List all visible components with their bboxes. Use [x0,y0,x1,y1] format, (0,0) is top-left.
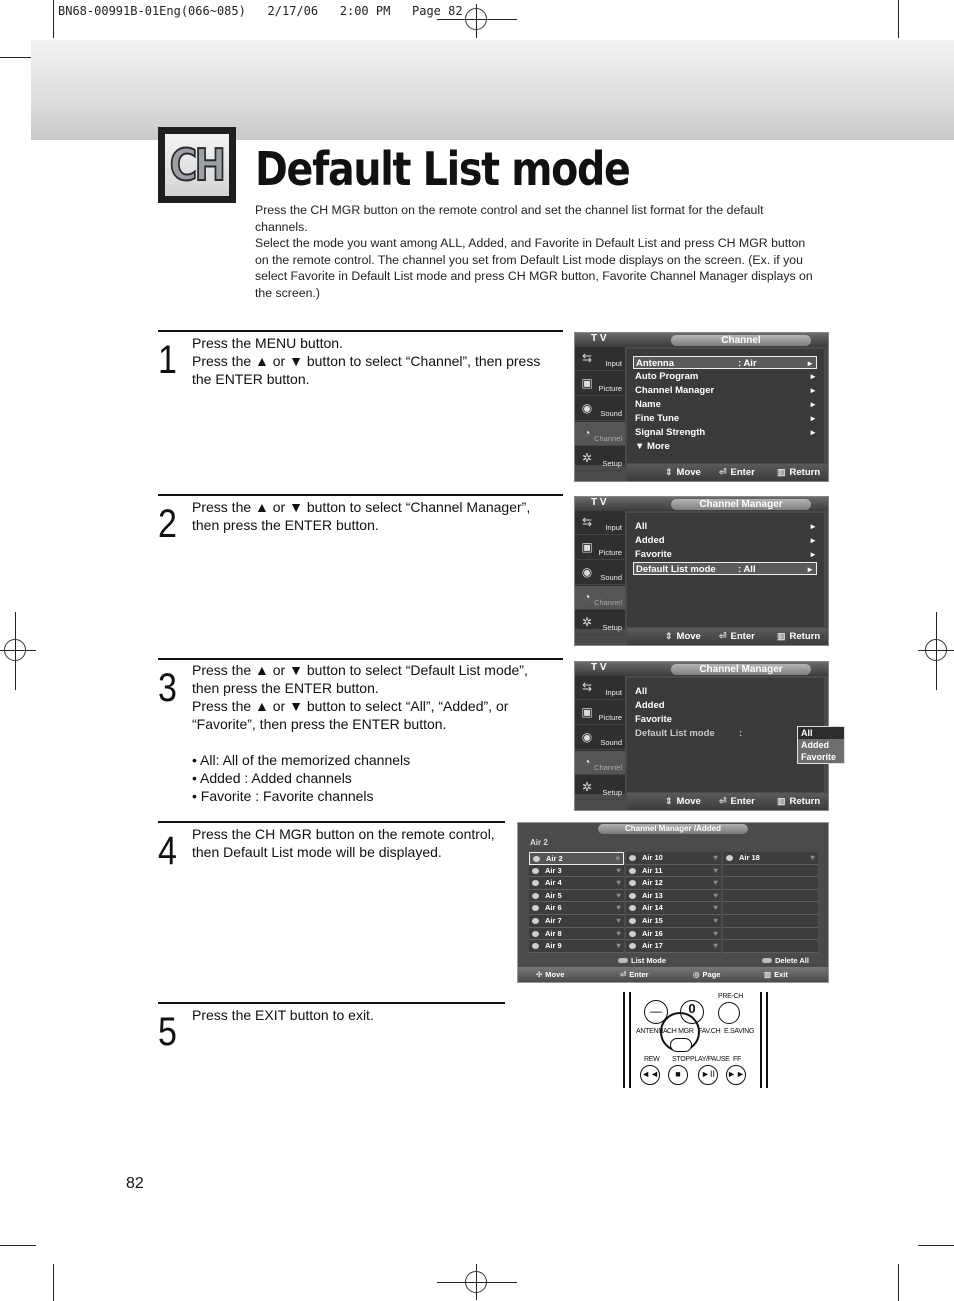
channel-dot-icon [726,855,733,861]
step-rule [158,821,505,823]
step-3 [158,658,563,818]
cm-footer: ✣ Move ⏎ Enter ◎ Page ▥ Exit [518,967,828,982]
channel-dot-icon [532,931,539,937]
channel-cell[interactable]: Air 14 ♥ [626,902,721,915]
step-rule [158,1002,505,1004]
move-arrows-icon: ⇕ [665,796,673,806]
page-title: Default List mode [255,142,630,196]
setup-gear-icon: ✲ [581,615,593,629]
osd-channel-menu [574,332,829,482]
channel-dot-icon [629,880,636,886]
osd-sidebar-sound[interactable]: ◉ Sound [575,397,625,421]
print-slug: BN68-00991B-01Eng(066~085) 2/17/06 2:00 PM Page 82 [58,4,463,18]
channel-dot-icon [532,943,539,949]
osd-menu-item-fine-tune[interactable]: Fine Tune ► [635,413,817,424]
return-icon: ▥ [777,796,786,806]
input-icon: ⇆ [581,680,593,694]
stop-label: STOP [672,1056,690,1063]
ch-badge [158,127,236,203]
play-pause-button-icon[interactable]: ►II [698,1065,718,1085]
ch-mgr-button[interactable] [670,1038,692,1052]
e-saving-label: E.SAVING [724,1028,755,1035]
channel-cell[interactable]: Air 12 ♥ [626,877,721,890]
crop-mark [53,0,54,38]
osd-menu-item-name[interactable]: Name ► [635,399,817,410]
osd-caption: Channel [671,335,811,346]
antenna-label: ANTENNA [636,1028,668,1035]
osd-sidebar [575,676,625,797]
intro-paragraph: Select the mode you want among ALL, Added, and Favorite in Default List and press CH MGR button on the remote control. The channel you set from Default List mode displays on the screen. (Ex. if you select Favorite in Default List mode and press CH MGR button, Favorite Channel Manager displays on the screen.) [255,236,813,300]
osd-sidebar-setup[interactable]: ✲ Setup [575,447,625,471]
play-pause-label: PLAY/PAUSE [690,1056,730,1063]
cm-current-channel: Air 2 [530,838,548,847]
rew-label: REW [644,1056,660,1063]
heart-icon: ♥ [616,941,621,951]
registration-mark-icon [465,8,487,30]
channel-manager-added-screen [517,822,829,983]
dash-button[interactable]: — [644,1000,668,1024]
step-text: Press the MENU button. Press the ▲ or ▼ button to select “Channel”, then press the ENTER button. [192,335,541,387]
ff-label: FF [733,1056,741,1063]
heart-icon: ♥ [616,865,621,875]
heart-icon: ♥ [616,890,621,900]
enter-icon: ⏎ [620,970,627,979]
osd-sidebar-picture[interactable]: ▣ Picture [575,372,625,396]
osd-menu-item-default-list-mode[interactable]: Default List mode : [635,728,743,739]
crop-mark [918,1245,954,1246]
channel-cell[interactable]: Air 16 ♥ [626,928,721,941]
registration-mark-icon [925,639,947,661]
step-number: 3 [158,666,177,710]
picture-icon: ▣ [581,540,593,554]
channel-cell[interactable]: Air 2 ♥ [529,852,624,865]
arrow-right-icon: ► [806,359,814,368]
dropdown-option-added[interactable]: Added [798,739,844,751]
channel-cell[interactable]: Air 6 ♥ [529,902,624,915]
page-icon: ◎ [693,970,700,979]
channel-dot-icon [532,880,539,886]
osd-tv-label: T V [591,497,607,508]
osd-tv-label: T V [591,662,607,673]
osd-menu-item-favorite[interactable]: Favorite [635,714,672,725]
osd-sidebar-channel[interactable]: ◔ Channel [575,751,625,775]
osd-footer: ⇕ Move ⏎ Enter ▥ Return [627,628,828,645]
channel-cell-empty [723,928,818,941]
channel-dot-icon [629,893,636,899]
channel-dot-icon [532,868,539,874]
list-mode-button[interactable]: List Mode [618,956,666,965]
arrow-right-icon: ► [809,428,817,437]
osd-sidebar-setup[interactable]: ✲ Setup [575,611,625,635]
osd-sidebar [575,511,625,632]
ch-badge-label: CH [170,139,224,191]
channel-dot-icon [629,943,636,949]
osd-menu-item-favorite[interactable]: Favorite ► [635,549,817,560]
channel-cell[interactable]: Air 11 ♥ [626,865,721,878]
step-rule [158,658,563,660]
input-icon: ⇆ [581,351,593,365]
heart-icon: ♥ [616,928,621,938]
osd-menu-item-all[interactable]: All ► [635,521,817,532]
arrow-right-icon: ► [809,386,817,395]
osd-tv-label: T V [591,333,607,344]
registration-mark-icon [465,1271,487,1293]
channel-icon: ◔ [583,590,591,604]
sound-icon: ◉ [581,401,593,415]
heart-icon: ♥ [713,903,718,913]
fav-ch-label: FAV.CH [698,1028,721,1035]
osd-sidebar-setup[interactable]: ✲ Setup [575,776,625,800]
ch-mgr-label: CH MGR [667,1028,694,1035]
crop-mark [898,1264,899,1301]
osd-sidebar-sound[interactable]: ◉ Sound [575,726,625,750]
cm-header: Channel Manager /Added [598,824,748,834]
heart-icon: ♥ [713,928,718,938]
channel-cell[interactable]: Air 4 ♥ [529,877,624,890]
osd-sidebar-picture[interactable]: ▣ Picture [575,701,625,725]
intro-text [255,202,815,301]
osd-menu-item-auto-program[interactable]: Auto Program ► [635,371,817,382]
channel-cell-empty [723,902,818,915]
channel-cell[interactable]: Air 5 ♥ [529,890,624,903]
channel-dot-icon [629,855,636,861]
osd-menu-body [627,678,837,792]
arrow-right-icon: ► [809,550,817,559]
channel-dot-icon [629,931,636,937]
step-number: 4 [158,829,177,873]
move-arrows-icon: ⇕ [665,467,673,477]
picture-icon: ▣ [581,705,593,719]
remote-control-illustration [620,992,770,1088]
osd-menu-item-added[interactable]: Added [635,700,665,711]
heart-icon: ♥ [615,854,620,863]
dropdown-option-favorite[interactable]: Favorite [798,751,844,763]
return-icon: ▥ [777,467,786,477]
step-text: Press the ▲ or ▼ button to select “Channel Manager”, then press the ENTER button. [192,499,531,533]
osd-menu-item-channel-manager[interactable]: Channel Manager ► [635,385,817,396]
enter-icon: ⏎ [719,467,727,477]
arrow-right-icon: ► [809,372,817,381]
osd-default-list-mode-menu [574,661,837,811]
step-rule [158,494,563,496]
heart-icon: ♥ [616,915,621,925]
arrow-right-icon: ► [809,414,817,423]
channel-dot-icon [629,868,636,874]
enter-icon: ⏎ [719,631,727,641]
channel-dot-icon [629,905,636,911]
move-arrows-icon: ⇕ [665,631,673,641]
osd-sidebar [575,347,625,468]
color-key-icon [618,958,628,963]
heart-icon: ♥ [810,853,815,862]
move-arrows-icon: ✣ [536,970,543,979]
step-number: 1 [158,338,177,382]
channel-cell[interactable]: Air 17 ♥ [626,940,721,953]
osd-menu-body [627,513,824,627]
channel-dot-icon [532,905,539,911]
heart-icon: ♥ [713,941,718,951]
channel-icon: ◔ [583,755,591,769]
setup-gear-icon: ✲ [581,451,593,465]
channel-icon: ◔ [583,426,591,440]
cm-column [529,852,624,953]
channel-cell[interactable]: Air 8 ♥ [529,928,624,941]
heart-icon: ♥ [713,878,718,888]
channel-cell-empty [723,865,818,878]
heart-icon: ♥ [713,890,718,900]
fast-forward-button-icon[interactable]: ►► [726,1065,746,1085]
channel-cell-empty [723,940,818,953]
arrow-right-icon: ► [809,522,817,531]
delete-all-button[interactable]: Delete All [762,956,809,965]
osd-menu-item-default-list-mode[interactable]: Default List mode : All ► [633,562,817,575]
setup-gear-icon: ✲ [581,780,593,794]
return-icon: ▥ [777,631,786,641]
channel-cell[interactable]: Air 7 ♥ [529,915,624,928]
osd-caption: Channel Manager [671,664,811,675]
osd-footer: ⇕ Move ⏎ Enter ▥ Return [627,464,828,481]
osd-sidebar-channel[interactable]: ◔ Channel [575,422,625,446]
channel-cell[interactable]: Air 9 ♥ [529,940,624,953]
osd-menu-item-added[interactable]: Added ► [635,535,817,546]
cm-column [723,852,818,953]
color-key-icon [762,958,772,963]
registration-mark-icon [4,639,26,661]
arrow-right-icon: ► [809,400,817,409]
heart-icon: ♥ [616,903,621,913]
step-rule [158,330,563,332]
osd-sidebar-picture[interactable]: ▣ Picture [575,536,625,560]
zero-button[interactable]: 0 [680,1000,704,1024]
osd-menu-body [627,349,824,463]
step-1 [158,330,563,480]
channel-cell-empty [723,915,818,928]
crop-mark [0,1245,36,1246]
exit-icon: ▥ [764,970,772,979]
pre-ch-button[interactable] [718,1002,740,1024]
channel-cell[interactable]: Air 15 ♥ [626,915,721,928]
heart-icon: ♥ [713,865,718,875]
channel-cell[interactable]: Air 10 ♥ [626,852,721,865]
default-list-mode-dropdown[interactable] [797,726,845,764]
input-icon: ⇆ [581,515,593,529]
intro-paragraph: Press the CH MGR button on the remote control and set the channel list format for the default channels. [255,203,764,234]
heart-icon: ♥ [713,915,718,925]
channel-cell-empty [723,877,818,890]
osd-menu-item-antenna[interactable]: Antenna : Air ► [633,356,817,369]
step-5 [158,1002,505,1062]
step-number: 5 [158,1010,177,1054]
channel-dot-icon [533,856,540,862]
pre-ch-label: PRE-CH [718,993,744,1000]
step-number: 2 [158,502,177,546]
osd-footer: ⇕ Move ⏎ Enter ▥ Return [627,793,828,810]
sound-icon: ◉ [581,565,593,579]
channel-cell[interactable]: Air 18 ♥ [723,852,818,865]
osd-menu-item-all[interactable]: All [635,686,648,697]
enter-icon: ⏎ [719,796,727,806]
page-number: 82 [126,1175,144,1192]
osd-sidebar-channel[interactable]: ◔ Channel [575,586,625,610]
crop-mark [898,0,899,38]
osd-channel-manager-menu [574,496,829,646]
crop-mark [53,1264,54,1301]
osd-sidebar-input[interactable]: ⇆ Input [575,347,625,371]
arrow-right-icon: ► [806,565,814,574]
channel-cell[interactable]: Air 3 ♥ [529,865,624,878]
cm-column [626,852,721,953]
arrow-right-icon: ► [809,536,817,545]
sound-icon: ◉ [581,730,593,744]
channel-cell[interactable]: Air 13 ♥ [626,890,721,903]
channel-cell-empty [723,890,818,903]
rewind-button-icon[interactable]: ◄◄ [640,1065,660,1085]
osd-sidebar-input[interactable]: ⇆ Input [575,676,625,700]
osd-sidebar-input[interactable]: ⇆ Input [575,511,625,535]
step-4 [158,821,505,971]
osd-caption: Channel Manager [671,499,811,510]
step-text: Press the ▲ or ▼ button to select “Default List mode”, then press the ENTER button. Press the ▲ or ▼ button to select “All”, “Added”, or “Favorite”, then press the ENTER button. • All: All of the memorized channels • Added : Added channels • Favorite : Favorite channels [192,662,528,804]
picture-icon: ▣ [581,376,593,390]
header-band [31,40,954,140]
heart-icon: ♥ [616,878,621,888]
dropdown-option-all[interactable]: All [801,728,813,738]
stop-button-icon[interactable]: ■ [668,1065,688,1085]
osd-menu-item-more[interactable]: ▼ More [635,441,670,452]
osd-sidebar-sound[interactable]: ◉ Sound [575,561,625,585]
channel-dot-icon [532,893,539,899]
channel-dot-icon [629,918,636,924]
step-text: Press the EXIT button to exit. [192,1007,374,1023]
heart-icon: ♥ [713,853,718,862]
step-2 [158,494,563,644]
step-text: Press the CH MGR button on the remote control, then Default List mode will be displayed. [192,826,495,860]
osd-menu-item-signal-strength[interactable]: Signal Strength ► [635,427,817,438]
channel-dot-icon [532,918,539,924]
